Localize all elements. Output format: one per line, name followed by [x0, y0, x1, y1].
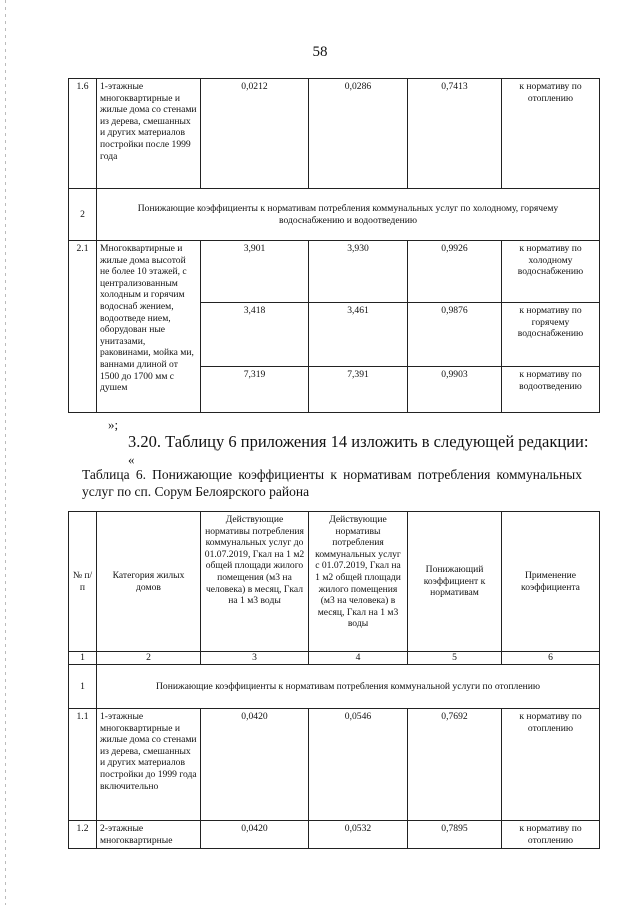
header-cell: Применение коэффициента [502, 512, 600, 652]
value-cell: 0,0420 [201, 709, 309, 821]
category-cell: 2-этажные многоквартирные [97, 821, 201, 849]
coefficient-cell: 0,9876 [408, 303, 502, 367]
table-row [69, 241, 600, 303]
column-number: 6 [502, 652, 600, 665]
row-number: 2 [69, 189, 97, 241]
column-number: 4 [309, 652, 408, 665]
header-cell: Категория жилых домов [97, 512, 201, 652]
header-cell: Действующие нормативы потребления коммунальных услуг до 01.07.2019, Гкал на 1 м2 общей площади жилого помещения (м3 на человека) в месяц, Гкал на 1 м3 воды [201, 512, 309, 652]
column-number: 2 [97, 652, 201, 665]
opening-quote: « [128, 452, 135, 467]
column-number: 5 [408, 652, 502, 665]
category-cell: 1-этажные многоквартирные и жилые дома со стенами из дерева, смешанных и других материалов постройки после 1999 года [97, 79, 201, 189]
category-cell: Многоквартирные и жилые дома высотой не более 10 этажей, с централизованным холодным и горячим водоснаб жением, водоотведе нием, оборудован ные унитазами, раковинами, мойка ми, ваннами длиной от 1500 до 1700 мм с душем [97, 241, 201, 413]
value-cell: 3,461 [309, 303, 408, 367]
table-row [69, 189, 600, 241]
value-cell: 0,0420 [201, 821, 309, 849]
header-cell: № п/п [69, 512, 97, 652]
value-cell: 3,901 [201, 241, 309, 303]
value-cell: 7,319 [201, 367, 309, 413]
apply-cell: к нормативу по водоотведению [502, 367, 600, 413]
header-row [69, 512, 600, 652]
value-cell: 3,930 [309, 241, 408, 303]
header-cell: Действующие нормативы потребления коммунальных услуг с 01.07.2019, Гкал на 1 м2 общей площади жилого помещения (м3 на человека) в месяц, Гкал на 1 м3 воды [309, 512, 408, 652]
apply-cell: к нормативу по горячему водоснабжению [502, 303, 600, 367]
apply-cell: к нормативу по отоплению [502, 821, 600, 849]
table-row [69, 665, 600, 709]
header-cell: Понижающий коэффициент к нормативам [408, 512, 502, 652]
value-cell: 7,391 [309, 367, 408, 413]
column-number-row [69, 652, 600, 665]
column-number: 1 [69, 652, 97, 665]
table-caption: Таблица 6. Понижающие коэффициенты к нормативам потребления коммунальных услуг по сп. Сорум Белоярского района [82, 467, 582, 499]
scan-edge [5, 0, 6, 905]
coefficient-cell: 0,7413 [408, 79, 502, 189]
coefficient-cell: 0,7692 [408, 709, 502, 821]
value-cell: 0,0546 [309, 709, 408, 821]
table-row [69, 821, 600, 849]
closing-quote: »; [108, 417, 119, 432]
apply-cell: к нормативу по отоплению [502, 709, 600, 821]
value-cell: 3,418 [201, 303, 309, 367]
coefficient-cell: 0,9903 [408, 367, 502, 413]
table-row [69, 79, 600, 189]
row-number: 1 [69, 665, 97, 709]
category-cell: 1-этажные многоквартирные и жилые дома со стенами из дерева, смешанных и других материалов постройки до 1999 года включительно [97, 709, 201, 821]
value-cell: 0,0532 [309, 821, 408, 849]
instruction-paragraph: 3.20. Таблицу 6 приложения 14 изложить в следующей редакции: [128, 432, 589, 451]
apply-cell: к нормативу по холодному водоснабжению [502, 241, 600, 303]
row-number: 2.1 [69, 241, 97, 413]
row-number: 1.1 [69, 709, 97, 821]
row-number: 1.6 [69, 79, 97, 189]
section-heading: Понижающие коэффициенты к нормативам потребления коммунальной услуги по отоплению [97, 665, 600, 709]
page-number: 58 [312, 44, 328, 60]
table-6 [68, 511, 600, 849]
column-number: 3 [201, 652, 309, 665]
value-cell: 0,0286 [309, 79, 408, 189]
table-continuation [68, 78, 600, 413]
row-number: 1.2 [69, 821, 97, 849]
table-row [69, 709, 600, 821]
coefficient-cell: 0,9926 [408, 241, 502, 303]
value-cell: 0,0212 [201, 79, 309, 189]
apply-cell: к нормативу по отоплению [502, 79, 600, 189]
coefficient-cell: 0,7895 [408, 821, 502, 849]
section-heading: Понижающие коэффициенты к нормативам потребления коммунальных услуг по холодному, горячему водоснабжению и водоотведению [97, 189, 600, 241]
